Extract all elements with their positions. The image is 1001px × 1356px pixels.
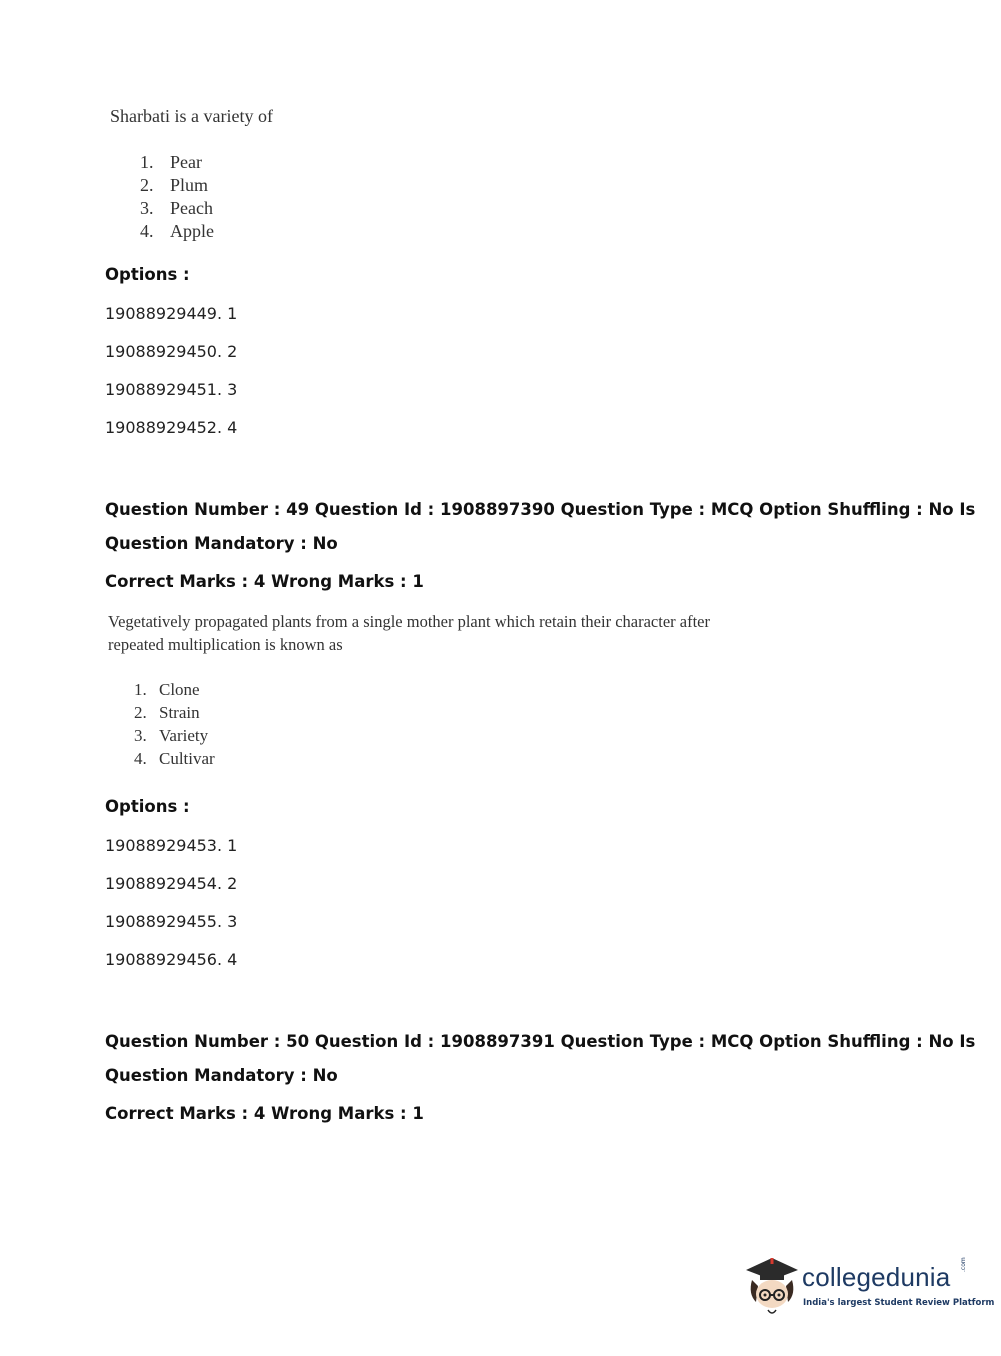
option-line: 19088929450. 2 bbox=[105, 342, 238, 361]
logo-suffix: .com bbox=[960, 1257, 967, 1272]
question-50-marks: Correct Marks : 4 Wrong Marks : 1 bbox=[105, 1104, 424, 1123]
question-50-mandatory: Question Mandatory : No bbox=[105, 1066, 338, 1085]
choice-item: 1. Pear bbox=[140, 152, 202, 172]
question-48-stem: Sharbati is a variety of bbox=[110, 106, 273, 126]
choice-item: 3. Peach bbox=[140, 198, 213, 218]
option-line: 19088929453. 1 bbox=[105, 836, 238, 855]
question-49-stem-line1: Vegetatively propagated plants from a single mother plant which retain their character after bbox=[108, 612, 711, 631]
mascot-icon bbox=[742, 1250, 802, 1320]
option-line: 19088929451. 3 bbox=[105, 380, 238, 399]
question-49-marks: Correct Marks : 4 Wrong Marks : 1 bbox=[105, 572, 424, 591]
option-line: 19088929449. 1 bbox=[105, 304, 238, 323]
choice-item: 4. Apple bbox=[140, 221, 214, 241]
logo-wordmark: collegedunia bbox=[802, 1262, 951, 1292]
options-label: Options : bbox=[105, 265, 190, 284]
choice-item: 4. Cultivar bbox=[134, 749, 215, 768]
logo-tagline: India's largest Student Review Platform bbox=[803, 1298, 995, 1308]
option-line: 19088929454. 2 bbox=[105, 874, 238, 893]
collegedunia-logo bbox=[742, 1250, 995, 1320]
option-line: 19088929452. 4 bbox=[105, 418, 238, 437]
options-label: Options : bbox=[105, 797, 190, 816]
choice-item: 1. Clone bbox=[134, 680, 200, 699]
question-50-header: Question Number : 50 Question Id : 1908897391 Question Type : MCQ Option Shuffling : No Is bbox=[105, 1032, 976, 1051]
question-49-stem-line2: repeated multiplication is known as bbox=[108, 635, 343, 654]
option-line: 19088929455. 3 bbox=[105, 912, 238, 931]
question-49-choices bbox=[134, 678, 215, 770]
choice-item: 2. Strain bbox=[134, 703, 200, 722]
question-48-choices bbox=[140, 151, 214, 243]
choice-item: 3. Variety bbox=[134, 726, 209, 745]
question-49-header: Question Number : 49 Question Id : 1908897390 Question Type : MCQ Option Shuffling : No Is bbox=[105, 500, 976, 519]
choice-item: 2. Plum bbox=[140, 175, 209, 195]
option-line: 19088929456. 4 bbox=[105, 950, 238, 969]
question-49-mandatory: Question Mandatory : No bbox=[105, 534, 338, 553]
